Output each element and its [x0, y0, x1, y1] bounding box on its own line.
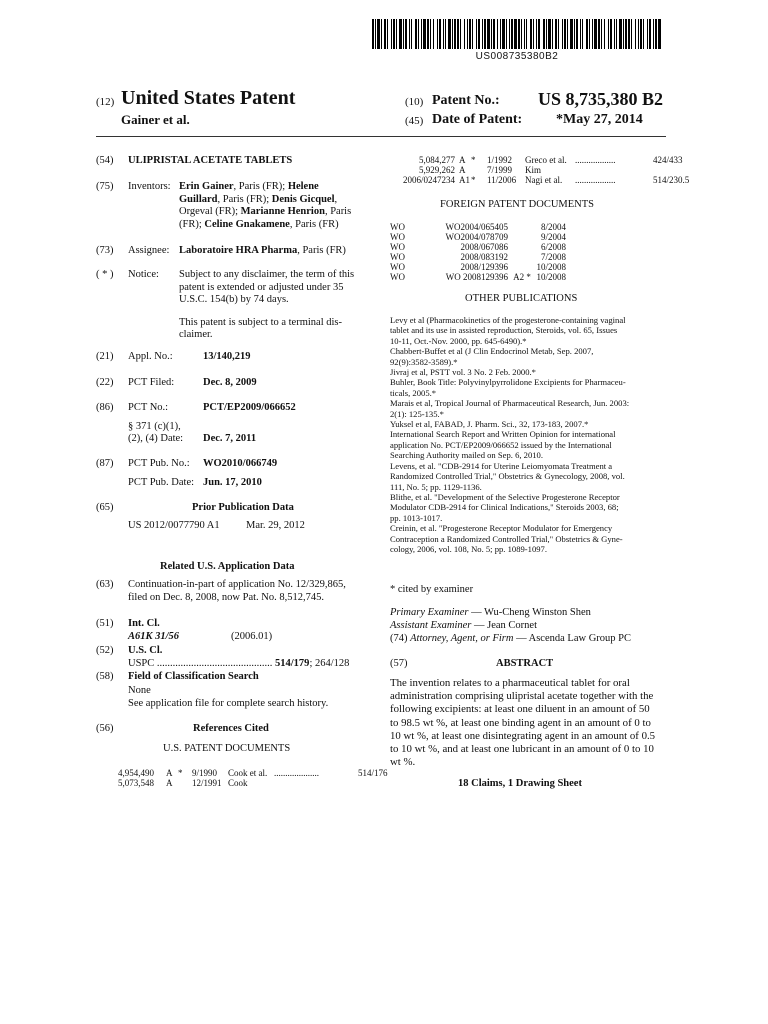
foreign-row — [390, 222, 566, 232]
foreign-kind — [508, 252, 536, 262]
foreign-date: 9/2004 — [540, 232, 566, 242]
assignee-place: , Paris (FR) — [297, 245, 346, 256]
inventor-name: Celine Gnakamene — [204, 218, 290, 230]
publication-line: Levy et al (Pharmacokinetics of the progesterone-containing vaginal — [390, 315, 626, 325]
related-data-heading: Related U.S. Application Data — [160, 561, 295, 572]
notice-line: U.S.C. 154(b) by 74 days. — [179, 294, 289, 305]
inid-code-57: (57) — [390, 658, 408, 669]
abstract-line: The invention relates to a pharmaceutical tablet for oral — [390, 677, 630, 689]
notice-line: This patent is subject to a terminal dis- — [179, 316, 343, 328]
foreign-docs-heading: FOREIGN PATENT DOCUMENTS — [440, 199, 595, 210]
inventors-list: Erin Gainer, Paris (FR); Helene Guillard, Paris (FR); Denis Gicquel, Orgeval (FR); Marianne Henrion, Paris (FR); Celine Gnakamene, Paris (FR) — [179, 181, 352, 230]
ref-cited-mark: * — [471, 155, 476, 165]
ref-author: Cook et al. — [228, 768, 268, 778]
inid-code-74: (74) — [390, 633, 408, 644]
abstract-line: to 10 wt %, and at least one lubricant in an amount of 0 to 10 — [390, 743, 654, 756]
pct-pub-date: Jun. 17, 2010 — [203, 477, 262, 488]
appl-no: 13/140,219 — [203, 351, 251, 362]
reference-row — [397, 155, 689, 165]
inventor-name: Denis Gicquel — [271, 193, 335, 205]
ref-cited-mark: * — [178, 768, 183, 778]
int-cl-label: Int. Cl. — [128, 618, 160, 629]
publication-line: Modulator CDB-2914 for Clinical Indications," Steroids 2003, 68; — [390, 502, 619, 513]
date-of-patent-label: Date of Patent: — [432, 112, 523, 127]
publication-line: 2(1): 125-135.* — [390, 408, 444, 419]
foreign-kind — [508, 232, 536, 242]
publication-line: application No. PCT/EP2009/066652 issued by the International — [390, 439, 612, 450]
abstract-line: to 98.5 wt %, at least one binding agent in an amount of 0 to — [390, 716, 651, 729]
pct-filed-label: PCT Filed: — [128, 377, 175, 388]
ref-cited-mark — [471, 165, 487, 175]
foreign-number: 2008/129396 — [460, 262, 508, 272]
ref-author: Cook — [228, 778, 248, 788]
publication-line: Buhler, Book Title: Polyvinylpyrrolidone Excipients for Pharmaceu- — [390, 377, 626, 388]
ref-class: 514/176 — [358, 768, 388, 778]
inid-code-58: (58) — [96, 671, 114, 682]
foreign-kind — [508, 242, 536, 252]
ref-kind: A — [459, 155, 466, 165]
notice-line: Subject to any disclaimer, the term of this — [179, 269, 355, 280]
attorney — [390, 633, 631, 646]
field-search-label: Field of Classification Search — [128, 671, 259, 682]
inid-code-54: (54) — [96, 155, 114, 166]
uspc-value-2: ; 264/128 — [309, 658, 350, 669]
barcode-number: US008735380B2 — [475, 51, 559, 62]
inid-code-63: (63) — [96, 579, 114, 590]
prior-pub-number: US 2012/0077790 A1 — [128, 520, 220, 531]
ref-cited-mark: * — [471, 175, 476, 185]
uspc-value: 514/179 — [275, 658, 310, 669]
invention-title: ULIPRISTAL ACETATE TABLETS — [128, 155, 293, 166]
primary-examiner — [390, 607, 591, 620]
foreign-row — [390, 232, 566, 242]
ref-date: 11/2006 — [487, 175, 517, 185]
ref-number: 5,084,277 — [419, 155, 455, 165]
prior-pub-heading: Prior Publication Data — [192, 502, 294, 513]
attorney-label: Attorney, Agent, or Firm — [410, 633, 514, 644]
assistant-examiner-name: — Jean Cornet — [471, 620, 537, 631]
publication-line: cology, 2006, vol. 108, No. 5; pp. 1089-1097. — [390, 543, 547, 554]
barcode-bar — [658, 19, 661, 49]
foreign-row — [390, 272, 566, 282]
inventor-name: Guillard — [179, 193, 218, 205]
uspc — [128, 658, 349, 671]
foreign-kind: A2 * — [513, 272, 531, 282]
inventor-location: Orgeval (FR); — [179, 206, 241, 217]
publication-line: tablet and its use in assisted reproduction, Steroids, vol. 65, Issues — [390, 325, 618, 336]
assistant-examiner — [390, 620, 537, 633]
appl-no-label: Appl. No.: — [128, 351, 173, 362]
ref-number: 5,929,262 — [419, 165, 455, 175]
inid-code-10: (10) — [405, 96, 424, 108]
ref-author: Nagi et al. — [525, 175, 563, 185]
publication-line: Creinin, et al. "Progesterone Receptor Modulator for Emergency — [390, 523, 613, 534]
related-text — [128, 579, 346, 604]
attorney-name: — Ascenda Law Group PC — [513, 633, 631, 644]
ref-cited-mark — [178, 778, 192, 788]
publication-line: Levens, et al. "CDB-2914 for Uterine Leiomyomata Treatment a — [390, 460, 613, 471]
publication-line: Randomized Controlled Trial," Obstetrics & Gynecology, 2008, vol. — [390, 471, 625, 482]
uspc-label: USPC — [128, 658, 155, 669]
right-us-references — [397, 155, 689, 185]
date-of-patent: *May 27, 2014 — [556, 112, 643, 127]
ref-kind: A — [166, 778, 173, 788]
document-title: United States Patent — [121, 87, 296, 109]
abstract-heading: ABSTRACT — [496, 658, 554, 669]
inid-code-86: (86) — [96, 402, 114, 413]
patent-number: US 8,735,380 B2 — [538, 89, 664, 109]
pct-no-label: PCT No.: — [128, 402, 169, 413]
foreign-office: WO — [390, 272, 405, 282]
foreign-row — [390, 252, 566, 262]
field-search-line-2: See application file for complete search history. — [128, 698, 329, 709]
inid-code-65: (65) — [96, 502, 114, 513]
s371-label-1: § 371 (c)(1), — [128, 421, 181, 432]
foreign-office: WO — [390, 222, 405, 232]
inventor-location: , Paris (FR) — [289, 218, 339, 230]
abstract-line: 10 wt %, at least one disintegrating agent in an amount of 0.5 — [390, 729, 656, 742]
pct-filed: Dec. 8, 2009 — [203, 377, 257, 388]
s371-label-2: (2), (4) Date: — [128, 433, 184, 444]
claims-summary: 18 Claims, 1 Drawing Sheet — [458, 778, 582, 789]
foreign-kind — [508, 262, 536, 272]
foreign-references-table — [390, 222, 566, 282]
inid-code-56: (56) — [96, 723, 114, 734]
s371-date: Dec. 7, 2011 — [203, 433, 257, 444]
references-heading: References Cited — [193, 723, 269, 734]
reference-row — [397, 165, 689, 175]
foreign-date: 7/2008 — [540, 252, 566, 262]
publication-line: International Search Report and Written Opinion for international — [390, 429, 616, 440]
assignee-name: Laboratoire HRA Pharma — [179, 245, 298, 256]
ref-number: 2006/0247234 — [402, 175, 455, 185]
prior-pub-date: Mar. 29, 2012 — [246, 520, 305, 531]
patent-number-label: Patent No.: — [432, 93, 500, 108]
foreign-office: WO — [390, 262, 405, 272]
notice-code: ( * ) — [96, 269, 114, 280]
inid-code-22: (22) — [96, 377, 114, 388]
inventor-location: (FR); — [179, 218, 205, 230]
ref-author: Kim — [525, 165, 542, 175]
inventor-name: Helene — [287, 181, 319, 192]
foreign-number: WO 2008129396 — [445, 272, 508, 282]
foreign-number: 2008/067086 — [460, 242, 508, 252]
pct-pub-no: WO2010/066749 — [203, 458, 278, 469]
inventors-short: Gainer et al. — [121, 112, 190, 127]
pct-pub-no-label: PCT Pub. No.: — [128, 458, 190, 469]
primary-examiner-name: — Wu-Cheng Winston Shen — [468, 607, 591, 618]
foreign-kind — [508, 222, 536, 232]
us-cl-label: U.S. Cl. — [128, 645, 163, 656]
assignee — [179, 245, 346, 258]
foreign-number: WO2004/065405 — [445, 222, 508, 232]
inid-code-12: (12) — [96, 96, 115, 108]
publication-line: Jivraj et al, PSTT vol. 3 No. 2 Feb. 2000.* — [390, 367, 536, 378]
reference-row — [118, 778, 388, 788]
ref-date: 1/1992 — [487, 155, 513, 165]
primary-examiner-label: Primary Examiner — [390, 607, 469, 618]
inventor-name: Marianne Henrion — [240, 206, 325, 217]
inid-code-51: (51) — [96, 618, 114, 629]
publication-line: Blithe, et al. "Development of the Selective Progesterone Receptor — [390, 491, 620, 502]
publication-line: Searching Authority mailed on Sep. 6, 2010. — [390, 450, 543, 461]
abstract-line: following excipients: at least one diluent in an amount of 50 — [390, 703, 650, 716]
notice-label: Notice: — [128, 269, 159, 280]
reference-row — [118, 768, 388, 778]
foreign-office: WO — [390, 232, 405, 242]
inid-code-87: (87) — [96, 458, 114, 469]
uspc-leader: ............................................ — [156, 658, 273, 669]
ref-number: 5,073,548 — [118, 778, 154, 788]
ref-author: Greco et al. — [525, 155, 567, 165]
ref-kind: A — [166, 768, 173, 778]
header-divider — [96, 136, 666, 137]
other-publications-heading: OTHER PUBLICATIONS — [465, 293, 578, 304]
ref-leader: .................... — [274, 768, 319, 778]
abstract-line: wt %. — [390, 756, 416, 769]
abstract-line: administration comprising ulipristal acetate together with the — [390, 690, 654, 703]
related-line: filed on Dec. 8, 2008, now Pat. No. 8,512,745. — [128, 591, 324, 603]
left-references-table — [118, 768, 388, 788]
publication-line: 92(9):3582-3589).* — [390, 356, 458, 367]
reference-row — [397, 175, 689, 185]
publication-line: ticals, 2005.* — [390, 387, 437, 398]
related-line: Continuation-in-part of application No. 12/329,865, — [128, 579, 346, 590]
foreign-date: 10/2008 — [536, 262, 566, 272]
inid-code-73: (73) — [96, 245, 114, 256]
barcode — [372, 19, 662, 49]
foreign-row — [390, 242, 566, 252]
inid-code-75: (75) — [96, 181, 114, 192]
publication-line: Marais et al, Tropical Journal of Pharmaceutical Research, Jun. 2003: — [390, 398, 630, 409]
publication-line: 111, No. 5; pp. 1129-1136. — [390, 481, 482, 492]
publication-line: Chabbert-Buffet et al (J Clin Endocrinol Metab, Sep. 2007, — [390, 346, 594, 357]
foreign-office: WO — [390, 252, 405, 262]
inventor-location: , Paris — [324, 206, 352, 217]
inventor-location: , Paris (FR); — [217, 193, 272, 205]
inid-code-45: (45) — [405, 115, 424, 127]
foreign-number: WO2004/078709 — [445, 232, 508, 242]
foreign-date: 10/2008 — [536, 272, 566, 282]
publication-line: Contraception a Randomized Controlled Trial," Obstetrics & Gyne- — [390, 533, 623, 544]
cited-by-examiner: * cited by examiner — [390, 584, 474, 595]
publication-line: Yuksel et al, FABAD, J. Pharm. Sci., 32, 173-183, 2007.* — [390, 419, 589, 430]
ref-number: 4,954,490 — [118, 768, 154, 778]
publication-line: 10-11, Oct.-Nov. 2000, pp. 645-6490).* — [390, 335, 527, 346]
ref-date: 9/1990 — [192, 768, 218, 778]
inventor-name: Erin Gainer — [179, 181, 234, 192]
pct-pub-date-label: PCT Pub. Date: — [128, 477, 195, 488]
ref-date: 12/1991 — [192, 778, 222, 788]
notice-text — [179, 269, 354, 342]
foreign-office: WO — [390, 242, 405, 252]
notice-line: claimer. — [179, 329, 213, 340]
notice-line: patent is extended or adjusted under 35 — [179, 281, 344, 293]
int-cl-year: (2006.01) — [231, 631, 273, 642]
ref-leader: .................. — [575, 155, 616, 165]
foreign-date: 6/2008 — [540, 242, 566, 252]
inventors-label: Inventors: — [128, 181, 171, 192]
inventor-location: , Paris (FR); — [233, 181, 288, 192]
ref-kind: A1 — [459, 175, 470, 185]
assignee-label: Assignee: — [128, 245, 170, 256]
foreign-row — [390, 262, 566, 272]
ref-kind: A — [459, 165, 466, 175]
pct-no: PCT/EP2009/066652 — [203, 402, 296, 413]
ref-class: 514/230.5 — [653, 175, 690, 185]
inid-code-21: (21) — [96, 351, 114, 362]
int-cl-class: A61K 31/56 — [128, 631, 180, 642]
field-search-line-1: None — [128, 685, 151, 696]
abstract-text — [390, 677, 655, 769]
foreign-number: 2008/083192 — [460, 252, 508, 262]
us-patent-docs-heading: U.S. PATENT DOCUMENTS — [163, 743, 291, 754]
other-publications — [390, 315, 662, 554]
publication-line: pp. 1013-1017. — [390, 512, 443, 523]
ref-leader: .................. — [575, 175, 616, 185]
inid-code-52: (52) — [96, 645, 114, 656]
assistant-examiner-label: Assistant Examiner — [390, 620, 472, 631]
ref-date: 7/1999 — [487, 165, 513, 175]
ref-class: 424/433 — [653, 155, 683, 165]
foreign-date: 8/2004 — [540, 222, 566, 232]
